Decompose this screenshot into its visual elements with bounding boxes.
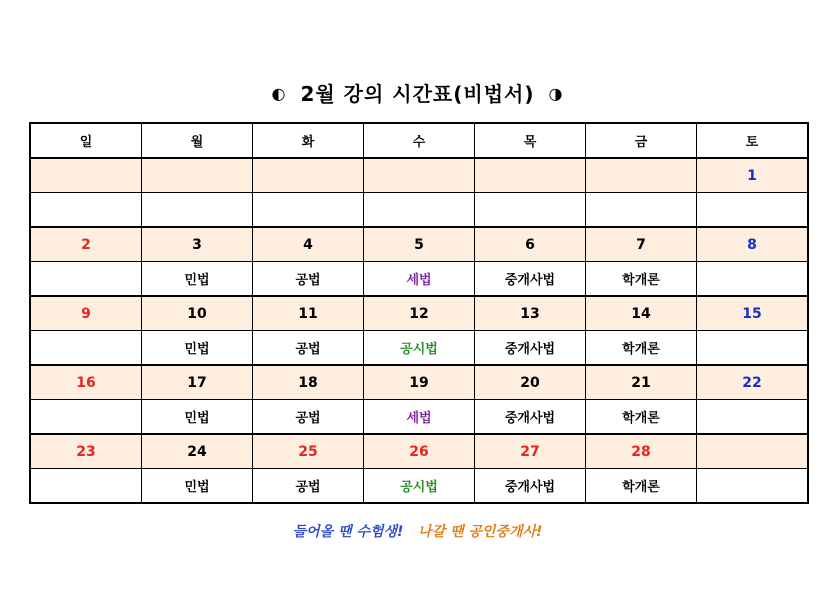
lecture-cell: 중개사법 bbox=[475, 262, 586, 297]
lecture-cell bbox=[30, 400, 142, 435]
lecture-cell bbox=[697, 331, 809, 366]
lecture-row bbox=[30, 262, 808, 297]
date-cell bbox=[30, 158, 142, 193]
date-cell: 20 bbox=[475, 365, 586, 400]
date-cell: 15 bbox=[697, 296, 809, 331]
lecture-cell: 공법 bbox=[253, 331, 364, 366]
date-cell: 13 bbox=[475, 296, 586, 331]
lecture-cell bbox=[364, 193, 475, 228]
date-row bbox=[30, 296, 808, 331]
date-cell: 9 bbox=[30, 296, 142, 331]
weekday-sun: 일 bbox=[30, 123, 142, 158]
lecture-cell: 중개사법 bbox=[475, 469, 586, 504]
date-cell: 17 bbox=[142, 365, 253, 400]
lecture-cell: 민법 bbox=[142, 331, 253, 366]
lecture-row bbox=[30, 331, 808, 366]
lecture-cell bbox=[30, 193, 142, 228]
schedule-calendar bbox=[29, 122, 809, 504]
lecture-cell bbox=[697, 400, 809, 435]
date-cell: 8 bbox=[697, 227, 809, 262]
date-cell bbox=[253, 158, 364, 193]
date-cell bbox=[586, 158, 697, 193]
lecture-cell bbox=[697, 193, 809, 228]
lecture-cell bbox=[697, 469, 809, 504]
lecture-cell bbox=[30, 262, 142, 297]
date-cell: 2 bbox=[30, 227, 142, 262]
weekday-header-row bbox=[30, 123, 808, 158]
date-cell: 18 bbox=[253, 365, 364, 400]
slogan-spacer bbox=[408, 524, 413, 540]
lecture-cell bbox=[30, 331, 142, 366]
weekday-fri: 금 bbox=[586, 123, 697, 158]
weekday-wed: 수 bbox=[364, 123, 475, 158]
date-cell bbox=[697, 434, 809, 469]
date-cell: 1 bbox=[697, 158, 809, 193]
date-cell: 21 bbox=[586, 365, 697, 400]
slogan-part2: 나갈 땐 공인중개사! bbox=[418, 524, 543, 540]
lecture-row bbox=[30, 400, 808, 435]
lecture-cell: 공시법 bbox=[364, 469, 475, 504]
date-row bbox=[30, 434, 808, 469]
date-cell: 10 bbox=[142, 296, 253, 331]
page-title bbox=[0, 78, 835, 107]
date-cell bbox=[475, 158, 586, 193]
lecture-cell: 공시법 bbox=[364, 331, 475, 366]
slogan bbox=[0, 521, 835, 541]
lecture-cell bbox=[142, 193, 253, 228]
date-cell: 11 bbox=[253, 296, 364, 331]
weekday-sat: 토 bbox=[697, 123, 809, 158]
lecture-cell bbox=[475, 193, 586, 228]
half-moon-right-icon: ◑ bbox=[548, 84, 564, 103]
date-cell: 12 bbox=[364, 296, 475, 331]
date-row bbox=[30, 158, 808, 193]
weekday-thu: 목 bbox=[475, 123, 586, 158]
lecture-cell bbox=[30, 469, 142, 504]
lecture-cell: 학개론 bbox=[586, 331, 697, 366]
date-cell: 25 bbox=[253, 434, 364, 469]
date-cell: 22 bbox=[697, 365, 809, 400]
calendar-body bbox=[30, 158, 808, 503]
slogan-part1: 들어올 땐 수험생! bbox=[292, 524, 404, 540]
lecture-row bbox=[30, 469, 808, 504]
lecture-cell bbox=[253, 193, 364, 228]
lecture-cell: 세법 bbox=[364, 400, 475, 435]
lecture-cell: 학개론 bbox=[586, 469, 697, 504]
date-cell: 3 bbox=[142, 227, 253, 262]
date-cell: 7 bbox=[586, 227, 697, 262]
date-cell: 6 bbox=[475, 227, 586, 262]
date-cell: 14 bbox=[586, 296, 697, 331]
date-cell: 4 bbox=[253, 227, 364, 262]
lecture-cell: 공법 bbox=[253, 400, 364, 435]
date-cell bbox=[364, 158, 475, 193]
date-cell: 19 bbox=[364, 365, 475, 400]
lecture-cell: 공법 bbox=[253, 469, 364, 504]
lecture-cell: 공법 bbox=[253, 262, 364, 297]
lecture-cell bbox=[697, 262, 809, 297]
date-row bbox=[30, 227, 808, 262]
date-cell bbox=[142, 158, 253, 193]
date-cell: 23 bbox=[30, 434, 142, 469]
weekday-mon: 월 bbox=[142, 123, 253, 158]
date-row bbox=[30, 365, 808, 400]
title-text: 2월 강의 시간표(비법서) bbox=[300, 82, 535, 106]
date-cell: 16 bbox=[30, 365, 142, 400]
lecture-cell bbox=[586, 193, 697, 228]
lecture-cell: 중개사법 bbox=[475, 331, 586, 366]
lecture-cell: 민법 bbox=[142, 262, 253, 297]
date-cell: 26 bbox=[364, 434, 475, 469]
lecture-cell: 중개사법 bbox=[475, 400, 586, 435]
date-cell: 24 bbox=[142, 434, 253, 469]
lecture-cell: 민법 bbox=[142, 469, 253, 504]
date-cell: 5 bbox=[364, 227, 475, 262]
lecture-row bbox=[30, 193, 808, 228]
lecture-cell: 세법 bbox=[364, 262, 475, 297]
date-cell: 27 bbox=[475, 434, 586, 469]
lecture-cell: 학개론 bbox=[586, 400, 697, 435]
half-moon-left-icon: ◐ bbox=[271, 84, 287, 103]
lecture-cell: 민법 bbox=[142, 400, 253, 435]
date-cell: 28 bbox=[586, 434, 697, 469]
weekday-tue: 화 bbox=[253, 123, 364, 158]
lecture-cell: 학개론 bbox=[586, 262, 697, 297]
